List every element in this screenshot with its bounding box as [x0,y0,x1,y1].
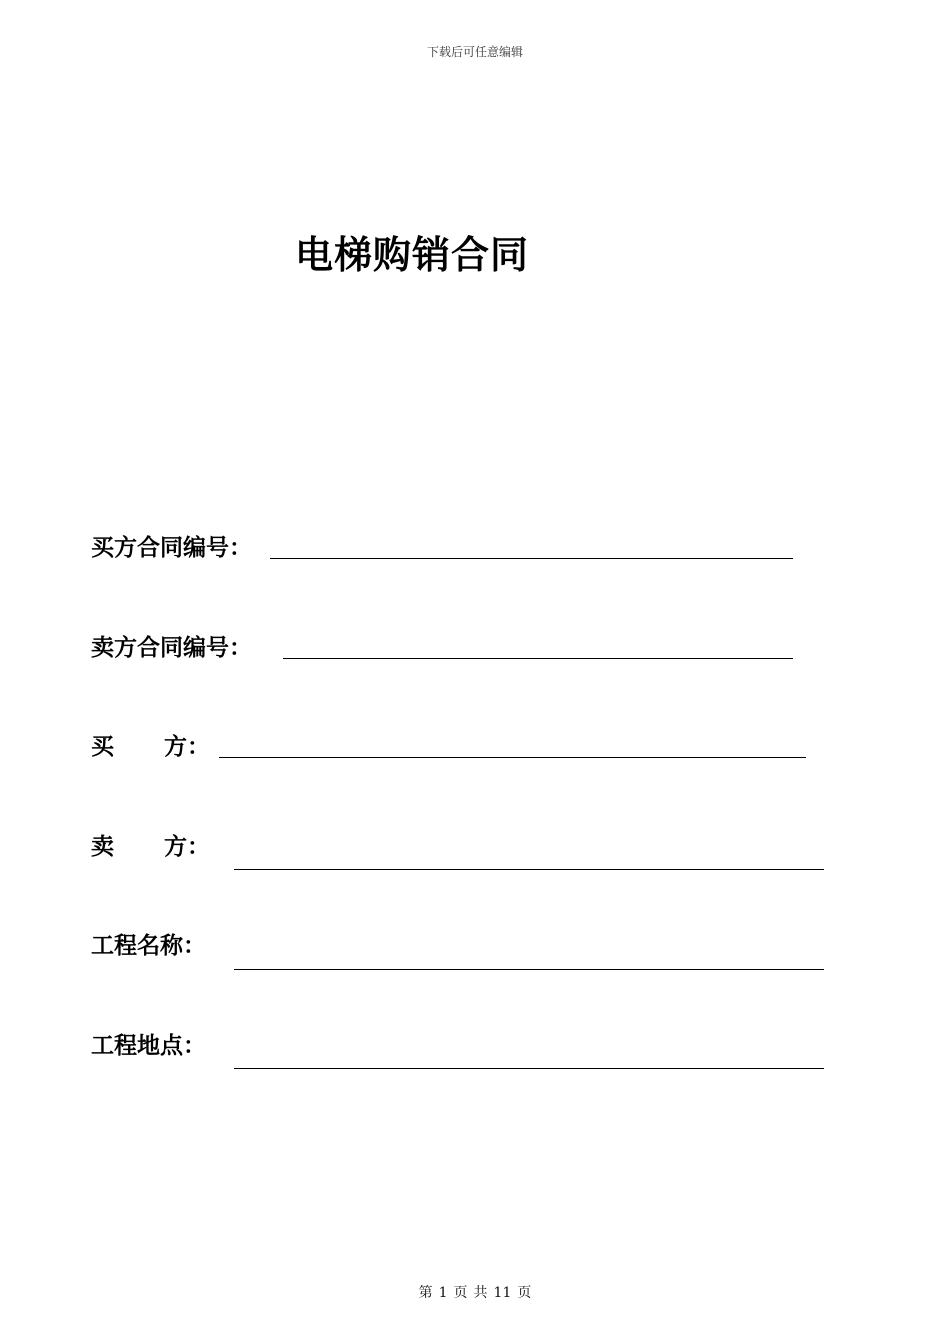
seller-label-second: 方： [164,834,210,860]
buyer-contract-number-line[interactable] [270,558,793,559]
seller-contract-number-label: 卖方合同编号： [91,635,252,661]
seller-line[interactable] [234,869,824,870]
project-location-line[interactable] [234,1068,824,1069]
buyer-contract-number-label: 买方合同编号： [91,535,252,561]
seller-label [91,833,210,861]
footer-prefix: 第 [418,1285,433,1301]
footer-page-number: 1 [438,1285,448,1301]
footer-total-prefix: 共 [473,1285,488,1301]
buyer-label [91,733,210,761]
document-title: 电梯购销合同 [295,233,530,277]
project-name-line[interactable] [234,969,824,970]
footer-total-unit: 页 [517,1285,532,1301]
buyer-line[interactable] [219,757,806,758]
seller-label-first: 卖 [91,834,114,860]
page-header-note: 下载后可任意编辑 [426,45,523,59]
footer-total-pages: 11 [493,1285,512,1301]
footer-page-unit: 页 [453,1285,468,1301]
page-footer [0,1282,950,1302]
project-location-label: 工程地点： [91,1033,206,1059]
buyer-label-second: 方： [164,734,210,760]
buyer-label-first: 买 [91,734,114,760]
seller-contract-number-line[interactable] [283,658,793,659]
project-name-label: 工程名称： [91,933,206,959]
